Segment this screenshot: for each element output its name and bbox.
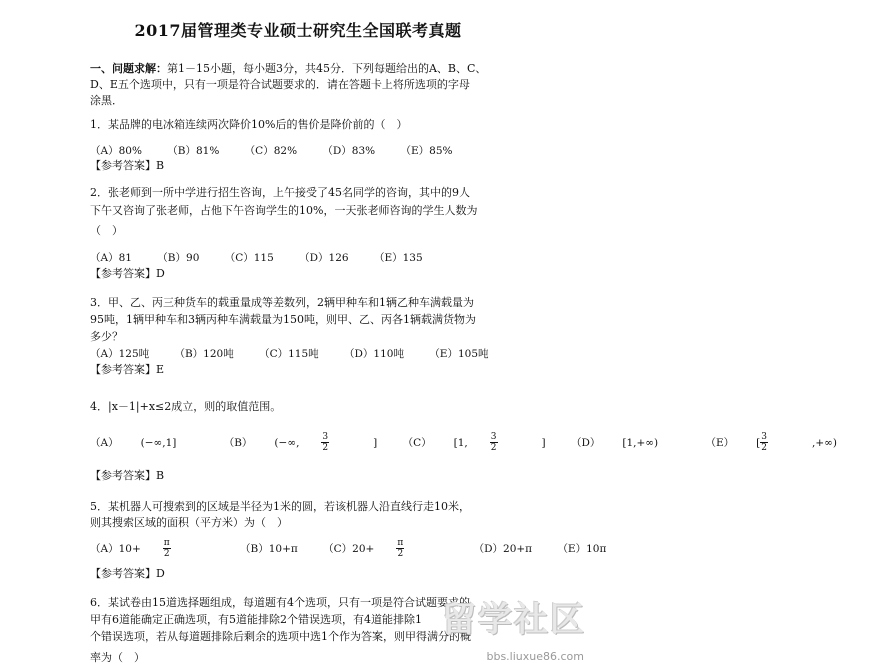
q4-option-c: （C） [1, $\frac{3}{2}$ ] (402, 432, 546, 453)
question-2-answer: 【参考答案】D (90, 267, 165, 280)
question-4-answer: 【参考答案】B (90, 469, 165, 482)
q5-option-d: （D）20+π (473, 542, 533, 555)
question-3-answer: 【参考答案】E (90, 363, 165, 376)
q2-option-c: （C）115 (224, 252, 274, 264)
question-5-options (90, 538, 628, 559)
q4-prefix: 4． (90, 400, 108, 413)
question-6-text-4: 率为（ ） (90, 651, 145, 664)
question-3-text-3: 多少？ (90, 330, 123, 343)
q4-option-e: （E） [ $\frac{3}{2}$ ,+∞) (705, 432, 837, 453)
question-2-options (90, 250, 445, 265)
question-3-text-1: 3．甲、乙、丙三种货车的载重量成等差数列，2辆甲种车和1辆乙种车满载量为 (90, 296, 474, 309)
question-4-text (90, 400, 281, 414)
watermark-logo: 留学社区 (442, 600, 586, 640)
question-1-answer: 【参考答案】B (90, 159, 165, 172)
q5-option-e: （E）10π (557, 542, 607, 555)
q4-option-a: （A） (−∞,1] (90, 436, 177, 449)
question-1-options (90, 143, 475, 158)
question-6-text-3: 个错误选项，若从每道题排除后剩余的选项中选1个作为答案，则甲得满分的概 (90, 630, 471, 643)
q2-option-b: （B）90 (157, 252, 200, 264)
q5-option-a: （A）10+ $\frac{\pi}{2}$ (90, 538, 170, 559)
question-5-answer: 【参考答案】D (90, 567, 165, 580)
q5-option-c: （C）20+ $\frac{\pi}{2}$ (323, 538, 404, 559)
section-intro-line-3: 涂黑． (90, 94, 123, 107)
q1-option-d: （D）83% (322, 145, 376, 157)
q2-option-d: （D）126 (299, 252, 349, 264)
q5-option-b: （B）10+π (240, 542, 298, 555)
question-2-text-1: 2．张老师到一所中学进行招生咨询，上午接受了45名同学的咨询，其中的9人 (90, 186, 470, 199)
question-2-text-3: （ ） (90, 224, 123, 237)
q1-option-c: （C）82% (244, 145, 298, 157)
document-title: 2017届管理类专业硕士研究生全国联考真题 (134, 21, 462, 40)
q4-suffix: 成立，则的取值范围。 (171, 400, 282, 413)
q3-option-d: （D）110吨 (344, 348, 404, 360)
question-6-text-2: 甲有6道能确定正确选项，有5道能排除2个错误选项，有4道能排除1 (90, 613, 422, 626)
q1-option-b: （B）81% (167, 145, 220, 157)
q3-option-a: （A）125吨 (90, 348, 150, 360)
question-5-text-2: 则其搜索区域的面积（平方米）为（ ） (90, 516, 288, 529)
q3-option-b: （B）120吨 (174, 348, 234, 360)
question-3-text-2: 95吨，1辆甲种车和3辆丙种车满载量为150吨，则甲、乙、丙各1辆载满货物为 (90, 313, 476, 326)
q2-option-e: （E）135 (373, 252, 423, 264)
q1-option-e: （E）85% (400, 145, 453, 157)
question-5-text-1: 5．某机器人可搜索到的区域是半径为1米的圆，若该机器人沿直线行走10米， (90, 500, 470, 513)
question-1-text: 1．某品牌的电冰箱连续两次降价10%后的售价是降价前的（ ） (90, 118, 408, 131)
q4-option-b: （B） (−∞, $\frac{3}{2}$ ] (223, 432, 378, 453)
question-6-text-1: 6．某试卷由15道选择题组成，每道题有4个选项，只有一项是符合试题要求的， (90, 596, 481, 609)
q1-option-a: （A）80% (90, 145, 142, 157)
q3-option-c: （C）115吨 (259, 348, 319, 360)
section-intro-line-1 (90, 62, 486, 76)
section-intro-text-1: 第1－15小题，每小题3分，共45分．下列每题给出的A、B、C、 (167, 62, 487, 75)
section-label: 一、问题求解： (90, 62, 167, 75)
question-4-options (90, 432, 881, 453)
question-3-options (90, 346, 511, 361)
watermark-url: bbs.liuxue86.com (486, 650, 584, 663)
question-2-text-2: 下午又咨询了张老师，占他下午咨询学生的10%，一天张老师咨询的学生人数为 (90, 204, 478, 217)
q3-option-e: （E）105吨 (429, 348, 489, 360)
section-intro-line-2: D、E五个选项中，只有一项是符合试题要求的．请在答题卡上将所选项的字母 (90, 78, 470, 91)
q4-option-d: （D） [1,+∞) (570, 436, 659, 449)
q2-option-a: （A）81 (90, 252, 132, 264)
q4-expression: |x－1|+x≤2 (108, 400, 172, 413)
